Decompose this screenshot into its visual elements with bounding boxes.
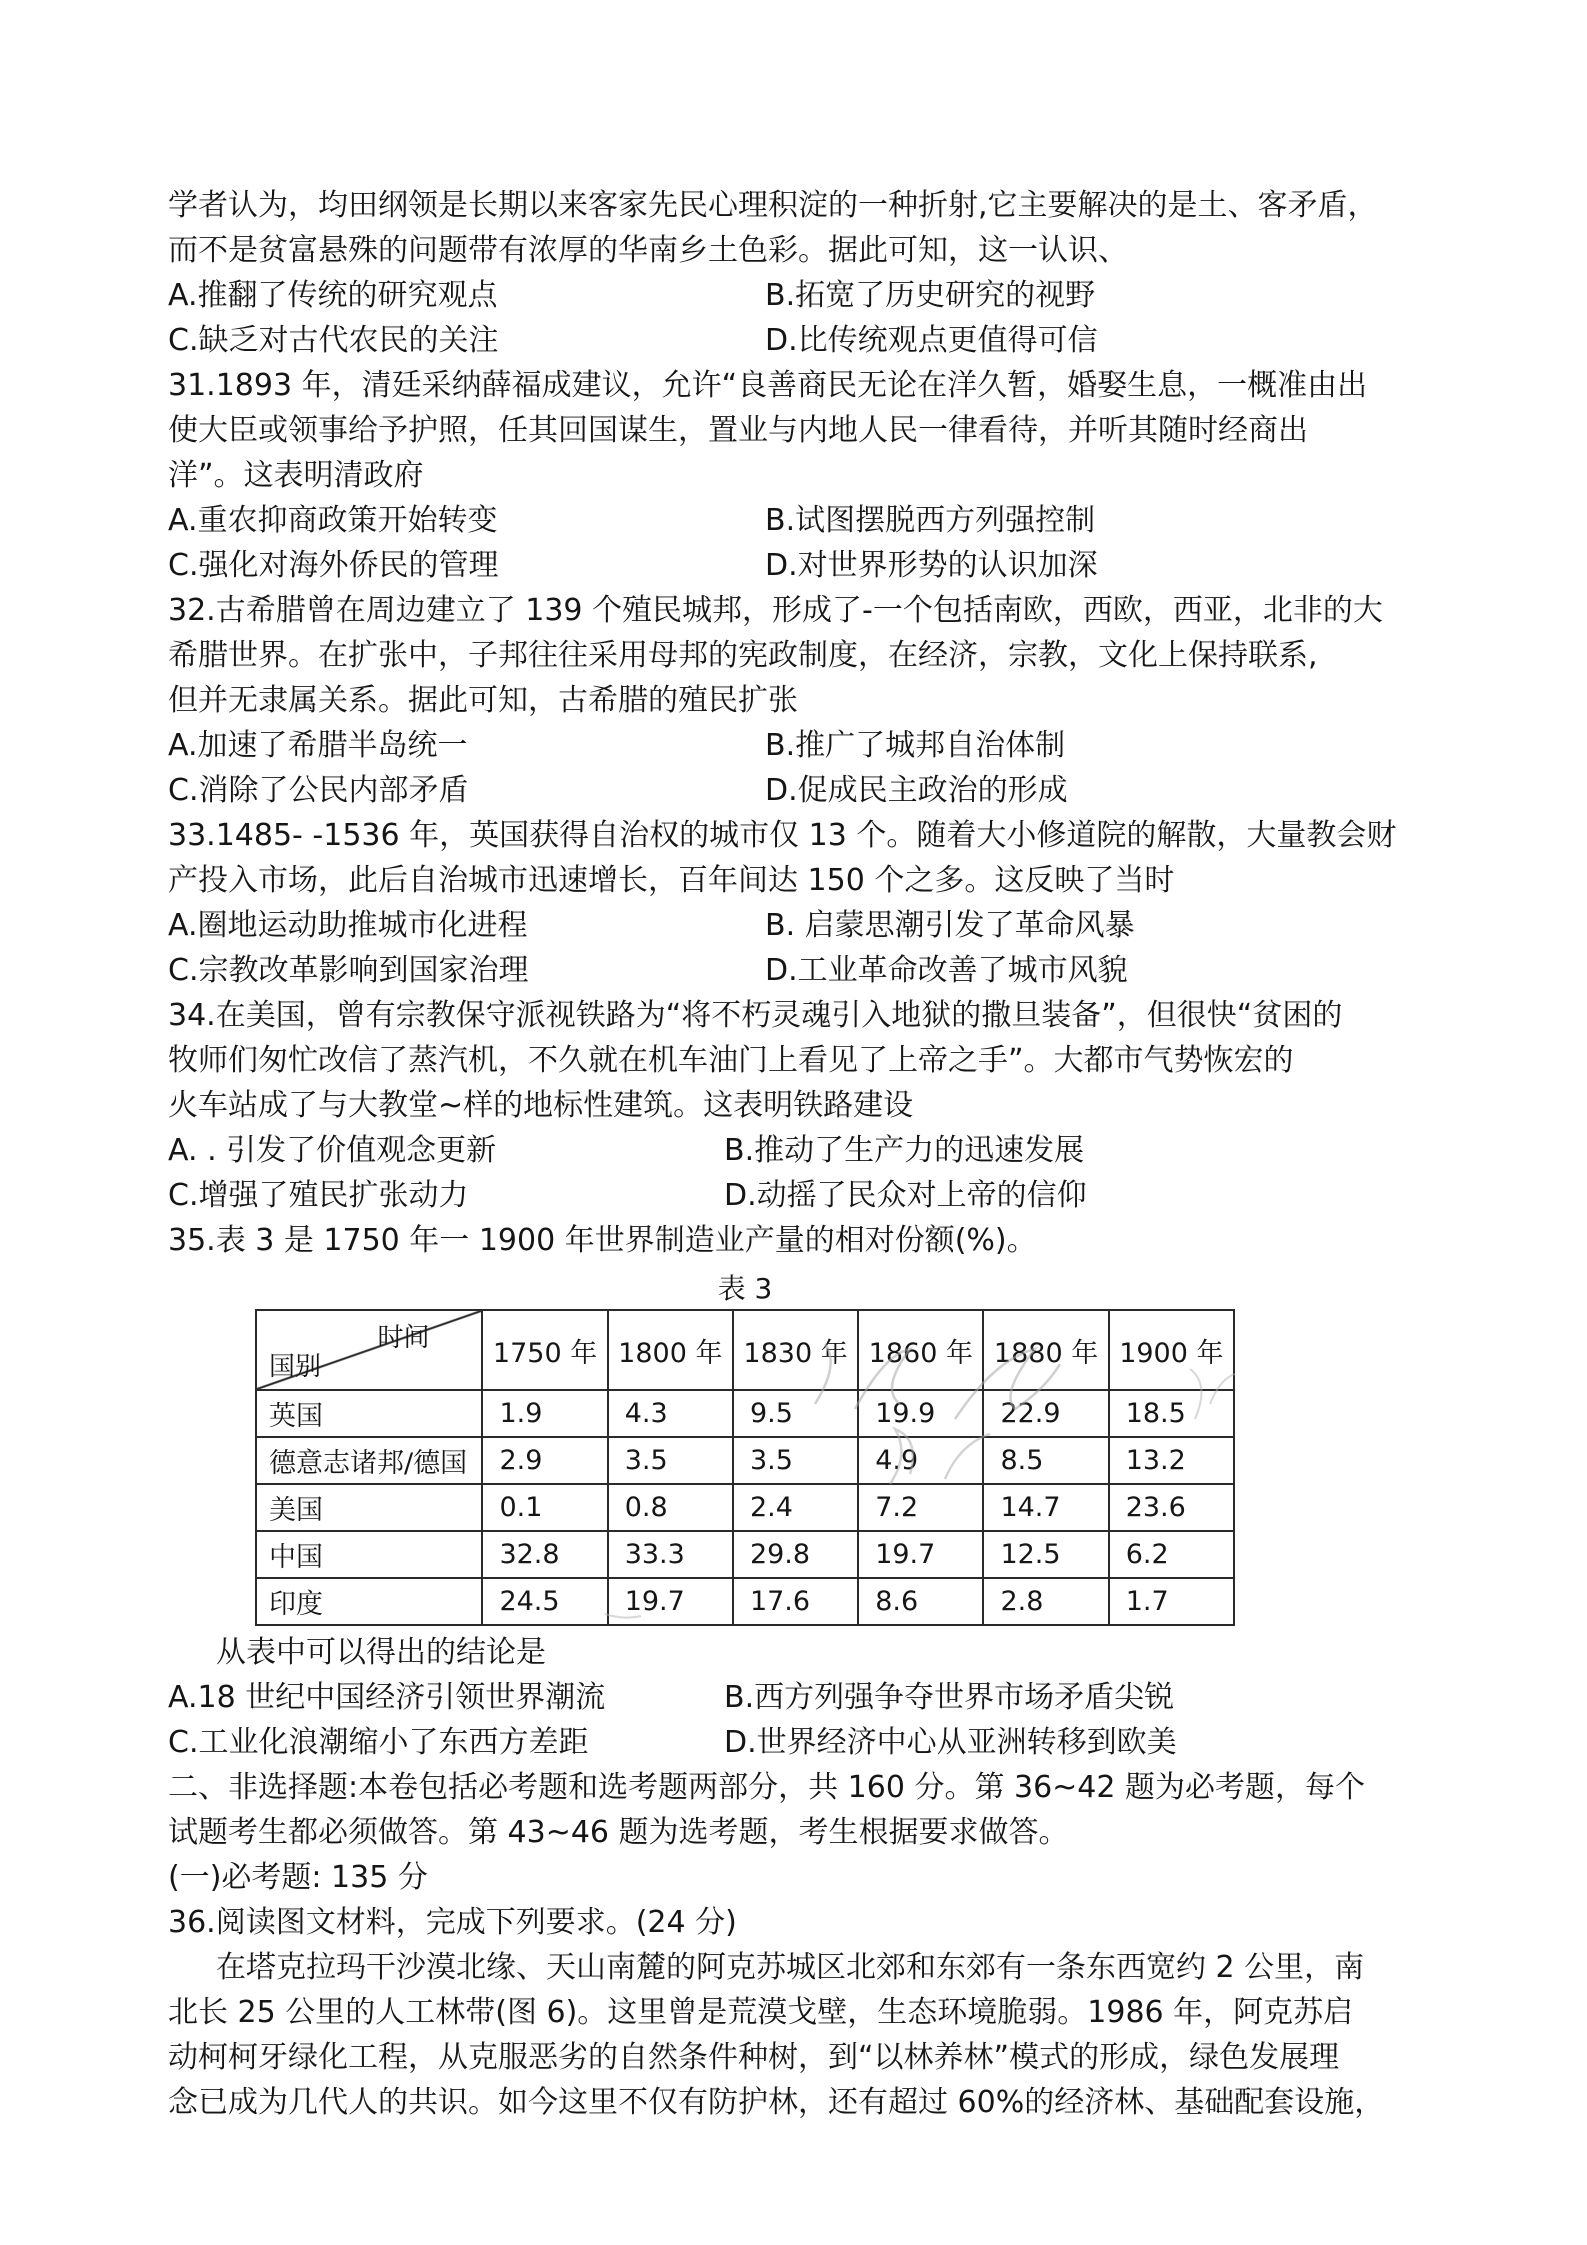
table-cell-1-2: 3.5: [733, 1437, 858, 1484]
table-corner-cell: [256, 1310, 482, 1390]
table-cell-4-4: 2.8: [983, 1578, 1108, 1625]
q30-line-2: 而不是贫富悬殊的问题带有浓厚的华南乡土色彩。据此可知，这一认识、: [168, 233, 1128, 268]
q35-conclusion: 从表中可以得出的结论是: [216, 1635, 546, 1670]
table-cell-1-0: 2.9: [482, 1437, 607, 1484]
q32-line-3: 但并无隶属关系。据此可知，古希腊的殖民扩张: [168, 683, 798, 718]
table-header-year-2: 1830 年: [733, 1310, 858, 1390]
table-header-year-0: 1750 年: [482, 1310, 607, 1390]
table-cell-3-2: 29.8: [733, 1531, 858, 1578]
table-cell-2-5: 23.6: [1109, 1484, 1234, 1531]
table-3-wrapper: [255, 1269, 1235, 1626]
q30-option-d: D.比传统观点更值得可信: [765, 323, 1098, 358]
table-cell-0-4: 22.9: [983, 1390, 1108, 1437]
q36-para-line-3: 动柯柯牙绿化工程，从克服恶劣的自然条件种树，到“以林养林”模式的形成，绿色发展理: [168, 2040, 1340, 2075]
table-cell-4-1: 19.7: [608, 1578, 733, 1625]
q30-options-row-1: [168, 273, 1430, 318]
q34-line-3: 火车站成了与大教堂~样的地标性建筑。这表明铁路建设: [168, 1088, 914, 1123]
table-row-usa: [256, 1484, 1234, 1531]
q30-option-a: A.推翻了传统的研究观点: [168, 278, 498, 313]
q34-options-row-2: [168, 1173, 1430, 1218]
section2-part1: (一)必考题: 135 分: [168, 1860, 428, 1895]
table-row-name-1: 德意志诸邦/德国: [256, 1437, 482, 1484]
table-cell-4-0: 24.5: [482, 1578, 607, 1625]
q31-line-3: 洋”。这表明清政府: [168, 458, 424, 493]
q35-options-row-1: [168, 1675, 1430, 1720]
q33-option-d: D.工业革命改善了城市风貌: [765, 953, 1128, 988]
q33-options-row-1: [168, 903, 1430, 948]
q32-option-c: C.消除了公民内部矛盾: [168, 773, 469, 808]
table-header-year-1: 1800 年: [608, 1310, 733, 1390]
table-header-row: [256, 1310, 1234, 1390]
table-cell-3-0: 32.8: [482, 1531, 607, 1578]
table-cell-0-2: 9.5: [733, 1390, 858, 1437]
q31-option-b: B.试图摆脱西方列强控制: [765, 503, 1096, 538]
q36-para-line-1: 在塔克拉玛干沙漠北缘、天山南麓的阿克苏城区北郊和东郊有一条东西宽约 2 公里，南: [216, 1950, 1365, 1985]
q31-option-c: C.强化对海外侨民的管理: [168, 548, 499, 583]
table-row-name-2: 美国: [256, 1484, 482, 1531]
table-cell-2-3: 7.2: [858, 1484, 983, 1531]
table-row-germany: [256, 1437, 1234, 1484]
table-header-year-4: 1880 年: [983, 1310, 1108, 1390]
table-cell-2-2: 2.4: [733, 1484, 858, 1531]
table-cell-1-4: 8.5: [983, 1437, 1108, 1484]
table-row-china: [256, 1531, 1234, 1578]
table-cell-3-5: 6.2: [1109, 1531, 1234, 1578]
table-cell-1-3: 4.9: [858, 1437, 983, 1484]
table-cell-4-5: 1.7: [1109, 1578, 1234, 1625]
q36-para-line-2: 北长 25 公里的人工林带(图 6)。这里曾是荒漠戈壁，生态环境脆弱。1986 年，阿克苏启: [168, 1995, 1354, 2030]
table-cell-3-3: 19.7: [858, 1531, 983, 1578]
q34-option-b: B.推动了生产力的迅速发展: [724, 1133, 1085, 1168]
q34-option-c: C.增强了殖民扩张动力: [168, 1178, 469, 1213]
q33-option-a: A.圈地运动助推城市化进程: [168, 908, 528, 943]
table-row-uk: [256, 1390, 1234, 1437]
table-header-year-5: 1900 年: [1109, 1310, 1234, 1390]
q33-option-b: B. 启蒙思潮引发了革命风暴: [765, 908, 1135, 943]
q35-option-d: D.世界经济中心从亚洲转移到欧美: [724, 1725, 1177, 1760]
table-3-caption: 表 3: [717, 1272, 773, 1305]
table-cell-0-0: 1.9: [482, 1390, 607, 1437]
q32-option-b: B.推广了城邦自治体制: [765, 728, 1066, 763]
q31-option-d: D.对世界形势的认识加深: [765, 548, 1098, 583]
q34-options-row-1: [168, 1128, 1430, 1173]
q31-options-row-1: [168, 498, 1430, 543]
q31-options-row-2: [168, 543, 1430, 588]
q34-line-1: 34.在美国，曾有宗教保守派视铁路为“将不朽灵魂引入地狱的撒旦装备”，但很快“贫困的: [168, 998, 1343, 1033]
table-cell-0-1: 4.3: [608, 1390, 733, 1437]
table-corner-label-time: 时间: [377, 1323, 430, 1353]
q31-line-2: 使大臣或领事给予护照，任其回国谋生，置业与内地人民一律看待，并听其随时经商出: [168, 413, 1308, 448]
q33-options-row-2: [168, 948, 1430, 993]
table-row-name-3: 中国: [256, 1531, 482, 1578]
table-row-name-4: 印度: [256, 1578, 482, 1625]
q30-line-1: 学者认为，均田纲领是长期以来客家先民心理积淀的一种折射,它主要解决的是土、客矛盾，: [168, 188, 1378, 223]
q35-option-a: A.18 世纪中国经济引领世界潮流: [168, 1680, 606, 1715]
section2-line-2: 试题考生都必须做答。第 43~46 题为选考题，考生根据要求做答。: [168, 1815, 1069, 1850]
table-cell-4-2: 17.6: [733, 1578, 858, 1625]
table-cell-1-5: 13.2: [1109, 1437, 1234, 1484]
q35-intro: 35.表 3 是 1750 年一 1900 年世界制造业产量的相对份额(%)。: [168, 1223, 1037, 1258]
q34-option-d: D.动摇了民众对上帝的信仰: [724, 1178, 1087, 1213]
table-3: [255, 1309, 1235, 1626]
table-cell-0-3: 19.9: [858, 1390, 983, 1437]
q32-option-a: A.加速了希腊半岛统一: [168, 728, 468, 763]
table-row-name-0: 英国: [256, 1390, 482, 1437]
q34-option-a: A. . 引发了价值观念更新: [168, 1133, 497, 1168]
q32-options-row-1: [168, 723, 1430, 768]
table-cell-3-4: 12.5: [983, 1531, 1108, 1578]
q33-line-1: 33.1485- -1536 年，英国获得自治权的城市仅 13 个。随着大小修道院的解散，大量教会财: [168, 818, 1397, 853]
q32-options-row-2: [168, 768, 1430, 813]
q34-line-2: 牧师们匆忙改信了蒸汽机，不久就在机车油门上看见了上帝之手”。大都市气势恢宏的: [168, 1043, 1294, 1078]
q30-option-b: B.拓宽了历史研究的视野: [765, 278, 1096, 313]
q32-line-2: 希腊世界。在扩张中，子邦往往采用母邦的宪政制度，在经济，宗教，文化上保持联系,: [168, 638, 1318, 673]
table-row-india: [256, 1578, 1234, 1625]
q32-line-1: 32.古希腊曾在周边建立了 139 个殖民城邦，形成了-一个包括南欧，西欧，西亚，北非的大: [168, 593, 1383, 628]
table-cell-3-1: 33.3: [608, 1531, 733, 1578]
table-header-year-3: 1860 年: [858, 1310, 983, 1390]
q36-title: 36.阅读图文材料，完成下列要求。(24 分): [168, 1905, 737, 1940]
q35-option-c: C.工业化浪潮缩小了东西方差距: [168, 1725, 589, 1760]
page-content: [168, 183, 1430, 2125]
q30-option-c: C.缺乏对古代农民的关注: [168, 323, 499, 358]
q31-option-a: A.重农抑商政策开始转变: [168, 503, 498, 538]
q36-para-line-4: 念已成为几代人的共识。如今这里不仅有防护林，还有超过 60%的经济林、基础配套设施，: [168, 2085, 1385, 2120]
table-cell-2-4: 14.7: [983, 1484, 1108, 1531]
table-cell-2-0: 0.1: [482, 1484, 607, 1531]
table-cell-4-3: 8.6: [858, 1578, 983, 1625]
section2-line-1: 二、非选择题:本卷包括必考题和选考题两部分，共 160 分。第 36~42 题为必考题，每个: [168, 1770, 1365, 1805]
q35-options-row-2: [168, 1720, 1430, 1765]
table-cell-0-5: 18.5: [1109, 1390, 1234, 1437]
q32-option-d: D.促成民主政治的形成: [765, 773, 1068, 808]
table-cell-1-1: 3.5: [608, 1437, 733, 1484]
q35-option-b: B.西方列强争夺世界市场矛盾尖锐: [724, 1680, 1175, 1715]
q33-line-2: 产投入市场，此后自治城市迅速增长，百年间达 150 个之多。这反映了当时: [168, 863, 1175, 898]
table-cell-2-1: 0.8: [608, 1484, 733, 1531]
q30-options-row-2: [168, 318, 1430, 363]
q33-option-c: C.宗教改革影响到国家治理: [168, 953, 529, 988]
table-corner-label-country: 国别: [269, 1352, 322, 1382]
q31-line-1: 31.1893 年，清廷采纳薛福成建议，允许“良善商民无论在洋久暂，婚娶生息，一概准由出: [168, 368, 1368, 403]
